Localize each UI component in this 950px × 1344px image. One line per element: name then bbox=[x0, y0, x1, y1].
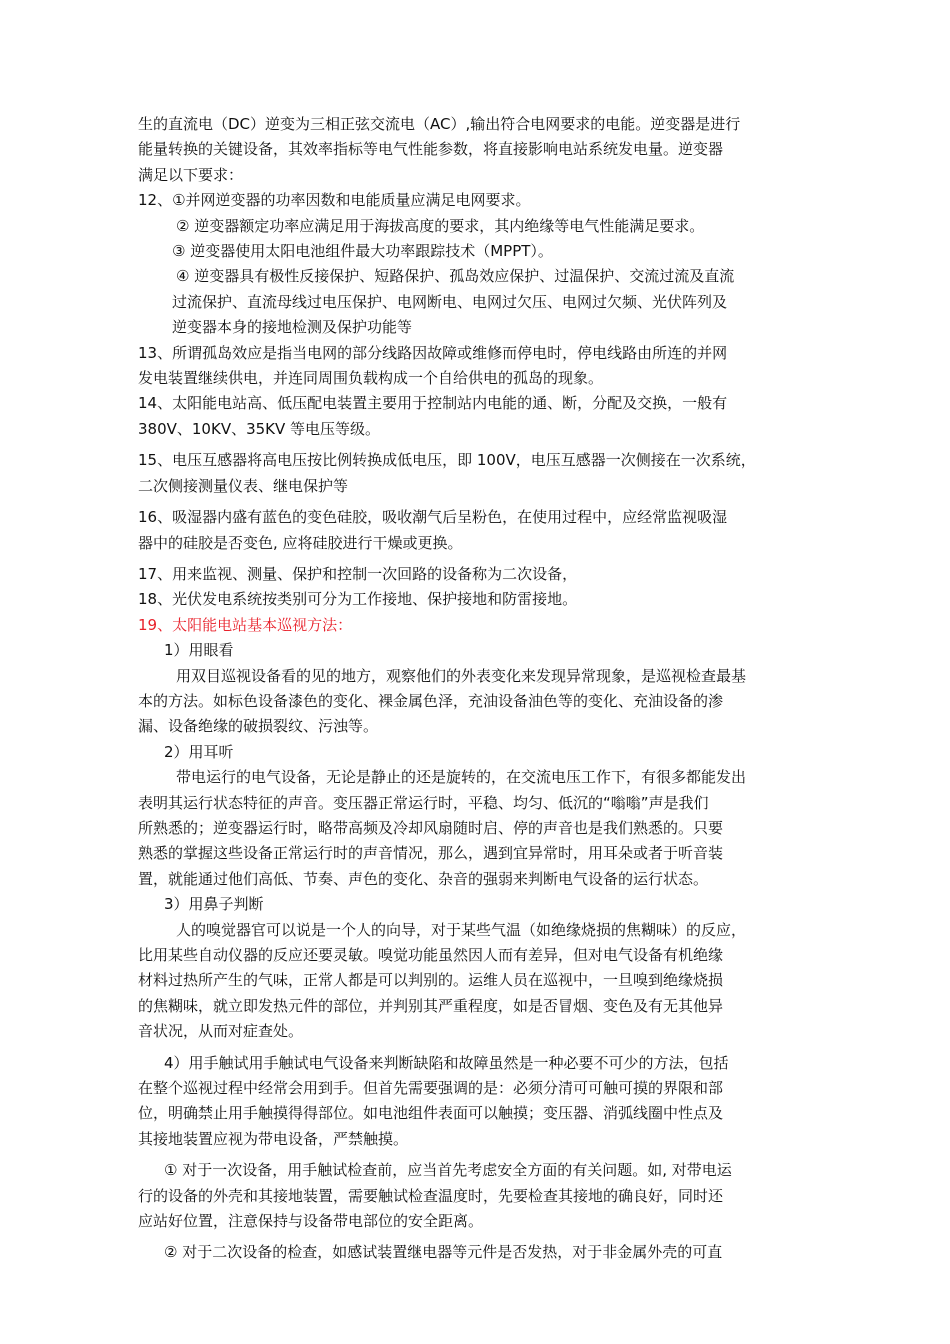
text-line: 的焦糊味，就立即发热元件的部位，并判别其严重程度，如是否冒烟、变色及有无其他异 bbox=[138, 996, 724, 1015]
text-line: 漏、设备绝缘的破损裂纹、污浊等。 bbox=[138, 717, 379, 736]
text-line: ② 逆变器额定功率应满足用于海拔高度的要求，其内绝缘等电气性能满足要求。 bbox=[176, 216, 705, 235]
text-line: 逆变器本身的接地检测及保护功能等 bbox=[172, 318, 413, 337]
text-line: 4）用手触试用手触试电气设备来判断缺陷和故障虽然是一种必要不可少的方法，包括 bbox=[164, 1053, 729, 1072]
text-line: 18、光伏发电系统按类别可分为工作接地、保护接地和防雷接地。 bbox=[138, 590, 578, 609]
text-line: 12、①并网逆变器的功率因数和电能质量应满足电网要求。 bbox=[138, 191, 531, 210]
document-body bbox=[138, 112, 828, 1266]
text-line: 表明其运行状态特征的声音。变压器正常运行时，平稳、均匀、低沉的“嗡嗡”声是我们 bbox=[138, 793, 709, 812]
text-line: 材料过热所产生的气味，正常人都是可以判别的。运维人员在巡视中，一旦嗅到绝缘烧损 bbox=[138, 971, 724, 990]
text-line: 器中的硅胶是否变色, 应将硅胶进行干燥或更换。 bbox=[138, 533, 463, 552]
text-line: 本的方法。如标色设备漆色的变化、裸金属色泽，充油设备油色等的变化、充油设备的渗 bbox=[138, 691, 724, 710]
text-line: 15、电压互感器将高电压按比例转换成低电压，即 100V，电压互感器一次侧接在一次系统， bbox=[138, 451, 756, 470]
text-line: 位，明确禁止用手触摸得得部位。如电池组件表面可以触摸；变压器、消弧线圈中性点及 bbox=[138, 1104, 724, 1123]
text-line: 应站好位置，注意保持与设备带电部位的安全距离。 bbox=[138, 1212, 484, 1231]
text-line: 16、吸湿器内盛有蓝色的变色硅胶，吸收潮气后呈粉色，在使用过程中，应经常监视吸湿 bbox=[138, 508, 728, 527]
text-line: ② 对于二次设备的检查，如感试装置继电器等元件是否发热，对于非金属外壳的可直 bbox=[164, 1243, 723, 1262]
text-line: 17、用来监视、测量、保护和控制一次回路的设备称为二次设备， bbox=[138, 564, 578, 583]
text-line: ① 对于一次设备，用手触试检查前，应当首先考虑安全方面的有关问题。如, 对带电运 bbox=[164, 1161, 732, 1180]
text-line: ④ 逆变器具有极性反接保护、短路保护、孤岛效应保护、过温保护、交流过流及直流 bbox=[176, 267, 735, 286]
text-line: 比用某些自动仪器的反应还要灵敏。嗅觉功能虽然因人而有差异，但对电气设备有机绝缘 bbox=[138, 946, 724, 964]
text-line: 熟悉的掌握这些设备正常运行时的声音情况，那么，遇到宜异常时，用耳朵或者于听音装 bbox=[138, 844, 724, 863]
text-line: 用双目巡视设备看的见的地方，观察他们的外表变化来发现异常现象，是巡视检查最基 bbox=[176, 666, 747, 685]
text-line: 置，就能通过他们高低、节奏、声色的变化、杂音的强弱来判断电气设备的运行状态。 bbox=[138, 869, 709, 888]
text-line: 带电运行的电气设备，无论是静止的还是旋转的，在交流电压工作下，有很多都能发出 bbox=[176, 768, 747, 787]
text-line: 满足以下要求： bbox=[138, 165, 244, 184]
text-line: 行的设备的外壳和其接地装置，需要触试检查温度时，先要检查其接地的确良好，同时还 bbox=[138, 1186, 724, 1205]
text-line: 在整个巡视过程中经常会用到手。但首先需要强调的是：必须分清可可触可摸的界限和部 bbox=[138, 1079, 724, 1098]
text-line: 13、所谓孤岛效应是指当电网的部分线路因故障或维修而停电时，停电线路由所连的并网 bbox=[138, 343, 728, 362]
text-line: 所熟悉的；逆变器运行时，略带高频及冷却风扇随时启、停的声音也是我们熟悉的。只要 bbox=[138, 818, 724, 837]
text-line: 二次侧接测量仪表、继电保护等 bbox=[138, 476, 349, 495]
text-line: 音状况，从而对症查处。 bbox=[138, 1022, 304, 1041]
text-line: 生的直流电（DC）逆变为三相正弦交流电（AC）,输出符合电网要求的电能。逆变器是进行 bbox=[138, 115, 741, 133]
text-line: 3）用鼻子判断 bbox=[164, 895, 264, 914]
text-line: 2）用耳听 bbox=[164, 742, 234, 761]
text-line: 19、太阳能电站基本巡视方法： bbox=[138, 615, 353, 634]
text-line: 380V、10KV、35KV 等电压等级。 bbox=[138, 419, 381, 438]
text-line: 14、太阳能电站高、低压配电装置主要用于控制站内电能的通、断，分配及交换，一般有 bbox=[138, 394, 728, 413]
text-line: 能量转换的关键设备，其效率指标等电气性能参数，将直接影响电站系统发电量。逆变器 bbox=[138, 140, 724, 159]
text-line: 其接地装置应视为带电设备，严禁触摸。 bbox=[138, 1129, 409, 1148]
text-line: 人的嗅觉器官可以说是一个人的向导，对于某些气温（如绝缘烧损的焦糊味）的反应， bbox=[176, 920, 747, 939]
text-line: 过流保护、直流母线过电压保护、电网断电、电网过欠压、电网过欠频、光伏阵列及 bbox=[172, 292, 728, 311]
text-line: 1）用眼看 bbox=[164, 641, 234, 660]
text-line: ③ 逆变器使用太阳电池组件最大功率跟踪技术（MPPT）。 bbox=[172, 242, 553, 261]
text-line: 发电装置继续供电，并连同周围负载构成一个自给供电的孤岛的现象。 bbox=[138, 369, 604, 388]
